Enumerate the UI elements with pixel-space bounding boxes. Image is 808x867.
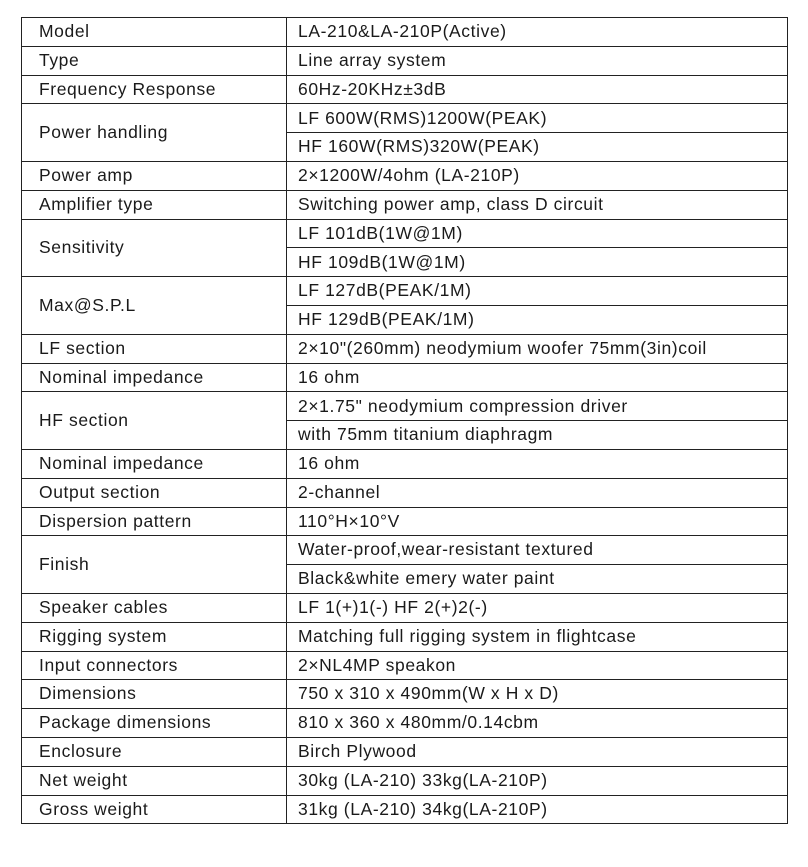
spec-row	[22, 104, 788, 133]
spec-value: HF 129dB(PEAK/1M)	[287, 305, 788, 334]
spec-value: 30kg (LA-210) 33kg(LA-210P)	[287, 766, 788, 795]
spec-label: Type	[22, 46, 287, 75]
spec-value: 750 x 310 x 490mm(W x H x D)	[287, 680, 788, 709]
spec-value: 16 ohm	[287, 363, 788, 392]
spec-label: Gross weight	[22, 795, 287, 824]
spec-row	[22, 593, 788, 622]
spec-value: Black&white emery water paint	[287, 565, 788, 594]
spec-label: Rigging system	[22, 622, 287, 651]
spec-label: Dispersion pattern	[22, 507, 287, 536]
spec-value: 2×NL4MP speakon	[287, 651, 788, 680]
spec-value: HF 160W(RMS)320W(PEAK)	[287, 133, 788, 162]
spec-value: HF 109dB(1W@1M)	[287, 248, 788, 277]
spec-label: Output section	[22, 478, 287, 507]
spec-value: 810 x 360 x 480mm/0.14cbm	[287, 709, 788, 738]
spec-value: Line array system	[287, 46, 788, 75]
spec-label: Max@S.P.L	[22, 277, 287, 335]
spec-value: LF 127dB(PEAK/1M)	[287, 277, 788, 306]
spec-row	[22, 190, 788, 219]
spec-row	[22, 795, 788, 824]
spec-row	[22, 46, 788, 75]
spec-label: Power amp	[22, 161, 287, 190]
spec-value: LF 1(+)1(-) HF 2(+)2(-)	[287, 593, 788, 622]
spec-row	[22, 507, 788, 536]
spec-value: LA-210&LA-210P(Active)	[287, 18, 788, 47]
spec-row	[22, 737, 788, 766]
spec-label: HF section	[22, 392, 287, 450]
spec-value: Birch Plywood	[287, 737, 788, 766]
spec-label: Sensitivity	[22, 219, 287, 277]
spec-table-body	[22, 18, 788, 824]
spec-value: Switching power amp, class D circuit	[287, 190, 788, 219]
spec-label: Amplifier type	[22, 190, 287, 219]
spec-label: Nominal impedance	[22, 449, 287, 478]
spec-label: Power handling	[22, 104, 287, 162]
spec-value: 2×1.75" neodymium compression driver	[287, 392, 788, 421]
spec-row	[22, 392, 788, 421]
spec-value: 2×10"(260mm) neodymium woofer 75mm(3in)coil	[287, 334, 788, 363]
spec-label: Package dimensions	[22, 709, 287, 738]
spec-value: with 75mm titanium diaphragm	[287, 421, 788, 450]
spec-table	[21, 17, 788, 824]
spec-row	[22, 18, 788, 47]
spec-value: Matching full rigging system in flightcase	[287, 622, 788, 651]
spec-label: Speaker cables	[22, 593, 287, 622]
spec-label: Input connectors	[22, 651, 287, 680]
spec-row	[22, 334, 788, 363]
spec-row	[22, 277, 788, 306]
spec-row	[22, 709, 788, 738]
spec-label: Net weight	[22, 766, 287, 795]
spec-row	[22, 478, 788, 507]
spec-row	[22, 161, 788, 190]
spec-label: Enclosure	[22, 737, 287, 766]
spec-row	[22, 680, 788, 709]
spec-value: 31kg (LA-210) 34kg(LA-210P)	[287, 795, 788, 824]
spec-value: 16 ohm	[287, 449, 788, 478]
spec-label: Finish	[22, 536, 287, 594]
spec-row	[22, 536, 788, 565]
spec-row	[22, 449, 788, 478]
spec-label: Nominal impedance	[22, 363, 287, 392]
spec-value: LF 600W(RMS)1200W(PEAK)	[287, 104, 788, 133]
spec-value: LF 101dB(1W@1M)	[287, 219, 788, 248]
spec-row	[22, 219, 788, 248]
spec-label: LF section	[22, 334, 287, 363]
spec-value: 110°H×10°V	[287, 507, 788, 536]
spec-value: 60Hz-20KHz±3dB	[287, 75, 788, 104]
spec-row	[22, 622, 788, 651]
spec-value: 2×1200W/4ohm (LA-210P)	[287, 161, 788, 190]
spec-row	[22, 363, 788, 392]
spec-row	[22, 766, 788, 795]
spec-row	[22, 651, 788, 680]
spec-row	[22, 75, 788, 104]
spec-value: 2-channel	[287, 478, 788, 507]
spec-label: Model	[22, 18, 287, 47]
spec-label: Frequency Response	[22, 75, 287, 104]
spec-value: Water-proof,wear-resistant textured	[287, 536, 788, 565]
spec-label: Dimensions	[22, 680, 287, 709]
